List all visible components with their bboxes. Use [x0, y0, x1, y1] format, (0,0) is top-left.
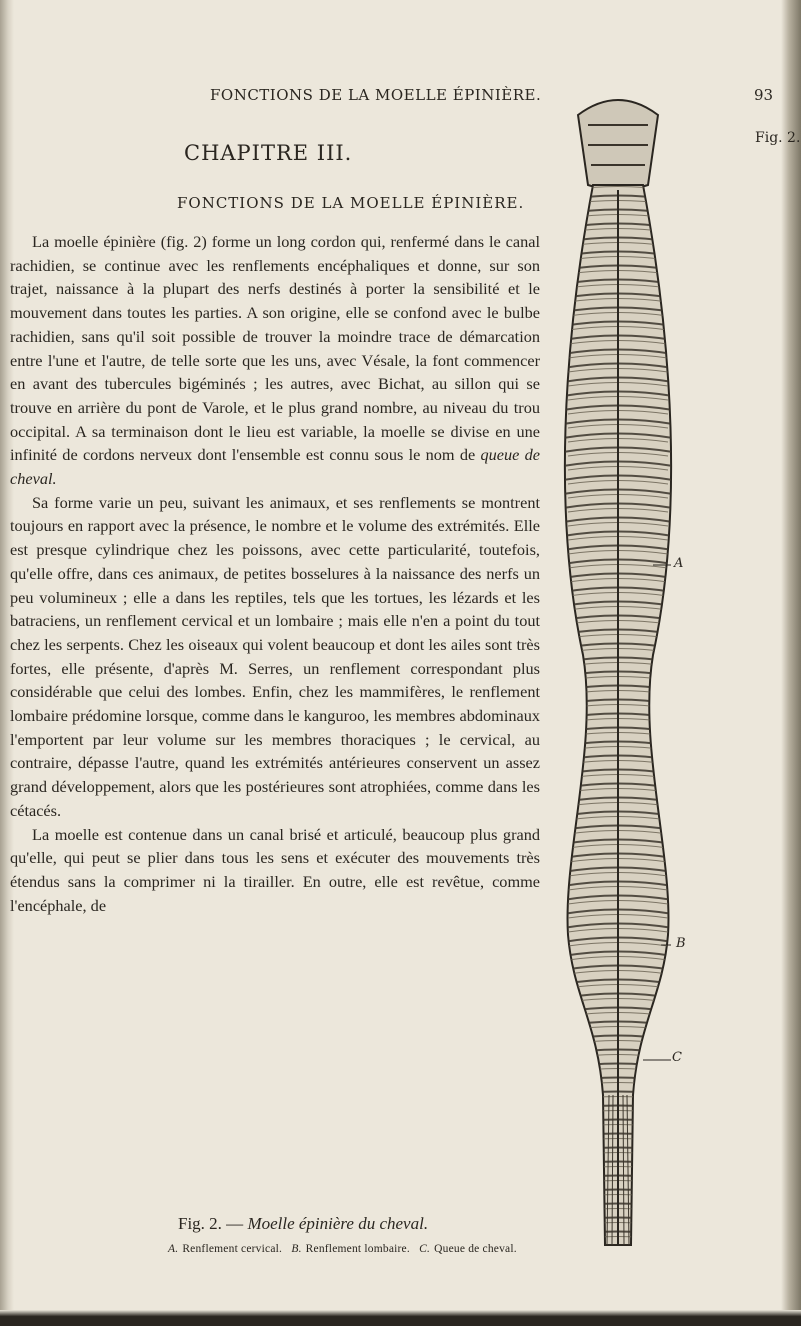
section-title: FONCTIONS DE LA MOELLE ÉPINIÈRE.	[177, 194, 525, 212]
spinal-cord-illustration	[543, 95, 693, 1255]
mark-b: B	[676, 936, 686, 951]
paragraph-3: La moelle est contenue dans un canal brisé et articulé, beaucoup plus grand qu'elle, qui peut se plier dans tous les sens et exécuter des mouvements très étendus sans la comprimer ni la tirailler. En outre, elle est revêtue, comme l'encéphale, de	[10, 824, 540, 915]
paragraph-2: Sa forme varie un peu, suivant les animaux, et ses renflements se montrent toujours en rapport avec la présence, le nombre et le volume des extrémités. Elle est presque cylindrique chez les poissons, avec cette particularité, toutefois, qu'elle offre, dans ces animaux, de petites bosselures à la naissance des nerfs un peu volumineux ; elle a dans les reptiles, tels que les tortues, les lézards et les batraciens, un renflement cervical et un lombaire ; mais elle n'en a point du tout chez les serpents. Chez les oiseaux qui volent beaucoup et dont les ailes sont très fortes, elle présente, d'après M. Serres, un renflement correspondant plus considérable que celui des lombes. Enfin, chez les mammifères, le renflement lombaire prédomine lorsque, comme dans le kanguroo, les membres abdominaux l'emportent par leur volume sur les membres thoraciques ; le cervical, au contraire, dépasse l'autre, quand les extrémités antérieures conservent un assez grand développement, alors que les postérieures sont atrophiées, comme dans les cétacés.	[10, 492, 540, 820]
body-text	[10, 230, 540, 917]
legend-item: C. Queue de cheval.	[419, 1243, 517, 1255]
page-number: 93	[754, 86, 774, 104]
mark-c: C	[672, 1050, 682, 1065]
figure-caption: Fig. 2. — Moelle épinière du cheval.	[178, 1214, 429, 1233]
mark-a: A	[674, 556, 684, 571]
figure-legend	[168, 1243, 517, 1255]
figure-label: Fig. 2.	[755, 130, 801, 146]
italic-term: queue de cheval.	[10, 445, 540, 489]
legend-item: B. Renflement lombaire.	[291, 1243, 410, 1255]
legend-item: A. Renflement cervical.	[168, 1243, 283, 1255]
running-head: FONCTIONS DE LA MOELLE ÉPINIÈRE.	[210, 86, 542, 104]
page-edge-shadow	[781, 0, 801, 1326]
chapter-title: CHAPITRE III.	[184, 141, 353, 165]
bottom-rule	[0, 1310, 801, 1326]
paragraph-1: La moelle épinière (fig. 2) forme un long cordon qui, renfermé dans le canal rachidien, se continue avec les renflements encéphaliques et donne, sur son trajet, naissance à la plupart des nerfs destinés à porter la sensibilité et le mouvement dans toutes les parties. A son origine, elle se confond avec le bulbe rachidien, sans qu'il soit possible de trouver la moindre trace de démarcation entre l'une et l'autre, de telle sorte que les uns, avec Vésale, la font commencer en avant des tubercules bigéminés ; les autres, avec Bichat, au sillon qui se trouve en arrière du pont de Varole, et le plus grand nombre, au niveau du trou occipital. A sa terminaison dont le lieu est variable, la moelle se divise en une infinité de cordons nerveux dont l'ensemble est connu sous le nom de queue de cheval.	[10, 232, 540, 489]
